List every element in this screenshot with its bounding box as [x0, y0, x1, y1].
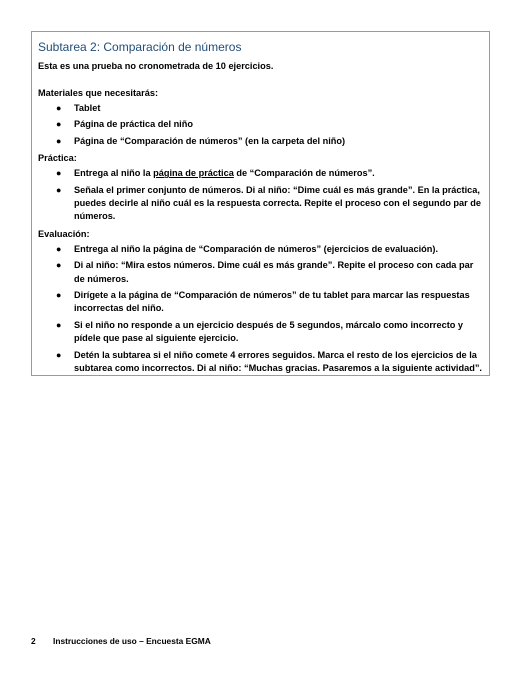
list-item: ● Entrega al niño la página de “Comparación de números” (ejercicios de evaluación). — [38, 243, 483, 256]
evaluation-list — [38, 243, 483, 376]
list-item: ● Entrega al niño la página de práctica de “Comparación de números”. — [38, 167, 483, 180]
list-item: ● Dirígete a la página de “Comparación de números” de tu tablet para marcar las respuestas incorrectas del niño. — [56, 290, 470, 314]
bullet-icon: ● — [56, 184, 62, 195]
list-item: ● Página de práctica del niño — [38, 118, 483, 131]
page-number: 2 — [31, 636, 36, 646]
materials-heading: Materiales que necesitarás: — [38, 88, 159, 98]
bullet-icon: ● — [56, 135, 62, 146]
bullet-icon: ● — [56, 319, 62, 330]
list-item: ● Tablet — [38, 102, 483, 115]
evaluation-heading: Evaluación: — [38, 228, 90, 239]
section-intro: Esta es una prueba no cronometrada de 10 ejercicios. — [38, 61, 274, 71]
instruction-box — [31, 31, 490, 376]
bullet-icon: ● — [56, 260, 62, 271]
practice-page-reference: página de práctica — [153, 168, 234, 179]
bullet-icon: ● — [56, 168, 62, 179]
bullet-icon: ● — [56, 103, 62, 113]
materials-list — [38, 102, 483, 148]
list-item: ● Señala el primer conjunto de números. Di al niño: “Dime cuál es más grande”. En la práctica, puedes decirle al niño cuál es la respuesta correcta. Repite el proceso con el segundo par de números. — [56, 184, 481, 222]
page-footer — [31, 636, 211, 646]
bullet-icon: ● — [56, 119, 62, 130]
section-title: Subtarea 2: Comparación de números — [38, 40, 242, 54]
practice-heading: Práctica: — [38, 153, 77, 164]
bullet-icon: ● — [56, 349, 62, 360]
list-item: ● Página de “Comparación de números” (en la carpeta del niño) — [38, 135, 483, 148]
bullet-icon: ● — [56, 290, 62, 301]
list-item: ● Di al niño: “Mira estos números. Dime cuál es más grande”. Repite el proceso con cada par de números. — [56, 260, 474, 284]
list-item: ● Si el niño no responde a un ejercicio después de 5 segundos, márcalo como incorrecto y pídele que pase al siguiente ejercicio. — [56, 319, 464, 344]
list-item: ● Detén la subtarea si el niño comete 4 errores seguidos. Marca el resto de los ejercicios de la subtarea como incorrectos. Di al niño: “Muchas gracias. Pasaremos a la siguiente actividad”. — [56, 349, 482, 374]
bullet-icon: ● — [56, 243, 62, 254]
footer-text: Instrucciones de uso – Encuesta EGMA — [53, 636, 211, 646]
practice-list — [38, 167, 483, 224]
